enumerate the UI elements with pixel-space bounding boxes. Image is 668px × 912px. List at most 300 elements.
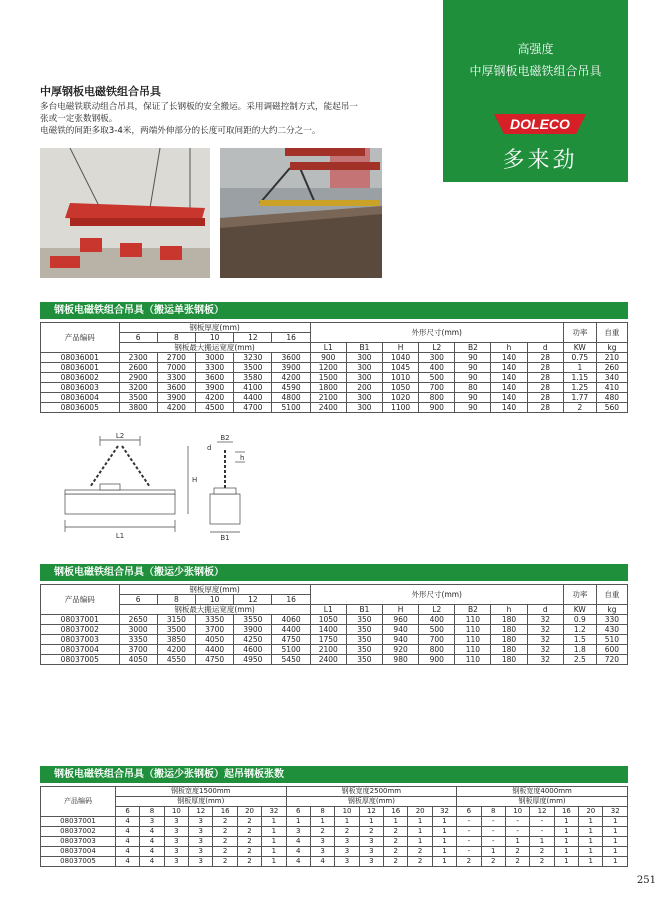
table-cell: 2 [237,817,261,827]
table-cell: 4200 [157,403,195,413]
table-cell: - [481,827,505,837]
table-cell: 4 [140,837,164,847]
table-cell: 2600 [119,363,157,373]
table-cell: 1 [579,827,603,837]
table-row [41,635,628,645]
table-cell: 1 [262,817,286,827]
col-header-thickness: 钢板厚度(mm) [457,797,628,807]
table-cell: 1 [603,847,628,857]
table-cell: 1 [505,837,529,847]
table-cell: 1 [603,857,628,867]
table-cell: - [457,837,481,847]
table-cell: 4200 [157,645,195,655]
product-code-cell: 08037004 [41,645,120,655]
table-cell: 1 [408,837,432,847]
table-cell: 1045 [383,363,419,373]
thickness-col: 10 [196,595,234,605]
table-cell: 350 [346,635,382,645]
table-cell: 3600 [196,373,234,383]
table-cell: 2 [237,837,261,847]
table-cell: 2.5 [563,655,596,665]
table-row [41,353,628,363]
table-cell: 3 [140,817,164,827]
dim-col: B2 [455,605,491,615]
table-cell: 1 [554,817,578,827]
table-cell: 2650 [119,615,157,625]
table-cell: 2 [335,827,359,837]
table-cell: 3 [335,857,359,867]
intro-line: 多台电磁铁联动组合吊具，保证了长钢板的安全搬运。采用调磁控制方式，能起吊一 [40,102,358,112]
table-cell: 4 [115,857,139,867]
table-cell: 28 [527,373,563,383]
table-cell: - [505,827,529,837]
table-cell: 1.2 [563,625,596,635]
col-header-weight: 自重 [596,323,627,343]
table-cell: 2 [384,837,408,847]
thickness-col: 10 [505,807,529,817]
svg-text:L1: L1 [115,532,125,540]
table-cell: 2 [408,857,432,867]
table-cell: 3 [359,857,383,867]
table-cell: 28 [527,353,563,363]
unit-power: KW [563,343,596,353]
table-cell: 1 [481,847,505,857]
table-cell: 1 [563,363,596,373]
table-cell: 1040 [383,353,419,363]
thickness-col: 32 [262,807,286,817]
table-cell: 28 [527,393,563,403]
table-cell: 3350 [196,615,234,625]
table-cell: 5100 [272,403,310,413]
table-cell: 350 [346,645,382,655]
table-cell: 1.5 [563,635,596,645]
intro-line: 电磁铁的间距多取3-4米，两端外伸部分的长度可取间距的大约二分之一。 [40,126,321,136]
thickness-col: 16 [384,807,408,817]
table-cell: 3500 [119,393,157,403]
table-cell: 3350 [119,635,157,645]
table-cell: 1 [579,847,603,857]
table-cell: 1 [335,817,359,827]
dim-col: L2 [419,343,455,353]
table-cell: 4050 [196,635,234,645]
table-cell: 140 [491,393,527,403]
table-cell: 5450 [272,655,310,665]
table-row [41,847,628,857]
table-cell: 3550 [234,615,272,625]
table-cell: - [505,817,529,827]
table-cell: 330 [596,615,627,625]
col-header-dimensions: 外形尺寸(mm) [310,323,563,343]
table-cell: 4250 [234,635,272,645]
product-code-cell: 08037004 [41,847,116,857]
table-cell: 4060 [272,615,310,625]
product-code-cell: 08036001 [41,353,120,363]
svg-text:H: H [192,476,198,484]
table-cell: 1.77 [563,393,596,403]
table-cell: 2400 [310,403,346,413]
table-cell: - [457,827,481,837]
table-cell: 1050 [310,615,346,625]
table-cell: 900 [310,353,346,363]
table-cell: 3600 [272,353,310,363]
table-cell: 180 [491,625,527,635]
table-cell: 2 [505,857,529,867]
thickness-col: 32 [432,807,456,817]
dim-col: L1 [310,605,346,615]
thickness-col: 20 [579,807,603,817]
table-cell: 2100 [310,645,346,655]
table-cell: 700 [419,383,455,393]
table-cell: 300 [419,353,455,363]
table-cell: 140 [491,403,527,413]
table-cell: 1050 [383,383,419,393]
table-cell: 1500 [310,373,346,383]
table-cell: - [481,837,505,847]
table-cell: 4750 [272,635,310,645]
table-cell: 800 [419,393,455,403]
table-cell: 4750 [196,655,234,665]
thickness-col: 12 [359,807,383,817]
product-photo-1 [40,148,210,278]
thickness-col: 20 [408,807,432,817]
table-cell: 2 [457,857,481,867]
table-cell: 3 [189,817,213,827]
table-cell: 940 [383,625,419,635]
table-cell: 3500 [234,363,272,373]
table-cell: 960 [383,615,419,625]
thickness-col: 16 [272,333,310,343]
table-cell: 500 [419,373,455,383]
thickness-col: 12 [234,333,272,343]
table-cell: 1 [359,817,383,827]
table-cell: - [530,817,554,827]
table-cell: 3 [359,837,383,847]
table-cell: 2100 [310,393,346,403]
table-cell: 300 [346,373,382,383]
table-cell: 1 [432,847,456,857]
table-cell: 4950 [234,655,272,665]
dim-col: B2 [455,343,491,353]
intro-line: 张或一定张数钢板。 [40,114,118,124]
thickness-col: 8 [157,333,195,343]
intro-title: 中厚钢板电磁铁组合吊具 [40,85,161,98]
product-code-cell: 08036002 [41,373,120,383]
header-subtitle: 高强度 [517,42,554,56]
table-cell: 110 [455,635,491,645]
table-row [41,625,628,635]
unit-power: KW [563,605,596,615]
table2-title: 钢板电磁铁组合吊具（搬运少张钢板） [40,564,628,581]
table-cell: 3900 [157,393,195,403]
table-cell: 32 [527,615,563,625]
product-code-cell: 08037003 [41,837,116,847]
table-cell: 4200 [196,393,234,403]
thickness-col: 6 [119,333,157,343]
col-header-code: 产品编码 [41,585,120,615]
table-cell: 2900 [119,373,157,383]
table-cell: 1 [579,857,603,867]
table-cell: 1 [554,857,578,867]
col-header-weight: 自重 [596,585,627,605]
table-cell: 32 [527,645,563,655]
table-cell: 900 [419,403,455,413]
table-cell: 2 [237,847,261,857]
table-cell: 4700 [234,403,272,413]
thickness-col: 8 [481,807,505,817]
table-cell: 800 [419,645,455,655]
table-cell: 2 [213,837,237,847]
table-cell: 2700 [157,353,195,363]
table1 [40,322,628,413]
table-cell: 3700 [196,625,234,635]
table-cell: 1 [310,817,334,827]
table-cell: 510 [596,635,627,645]
table-cell: 1020 [383,393,419,403]
table-cell: 90 [455,373,491,383]
thickness-col: 16 [213,807,237,817]
table-cell: 1 [432,817,456,827]
table-cell: 2400 [310,655,346,665]
table-cell: 3 [164,847,188,857]
table2 [40,584,628,665]
table-cell: 300 [346,363,382,373]
svg-text:DOLECO: DOLECO [510,116,570,132]
table-cell: 110 [455,625,491,635]
product-code-cell: 08037002 [41,625,120,635]
table-cell: 2300 [119,353,157,363]
table-cell: 3150 [157,615,195,625]
table-cell: 3700 [119,645,157,655]
col-header-power: 功率 [563,585,596,605]
table-cell: 300 [346,393,382,403]
thickness-col: 12 [530,807,554,817]
thickness-col: 16 [272,595,310,605]
table-cell: - [457,817,481,827]
doleco-logo [490,108,590,140]
table-cell: 1 [408,827,432,837]
table-cell: 2 [310,827,334,837]
table-cell: 4 [140,827,164,837]
table-cell: 4600 [234,645,272,655]
table-cell: 300 [346,353,382,363]
svg-text:d: d [207,444,212,452]
table3-title: 钢板电磁铁组合吊具（搬运少张钢板）起吊钢板张数 [40,766,628,783]
col-header-power: 功率 [563,323,596,343]
table-cell: 3600 [157,383,195,393]
dim-col: d [527,605,563,615]
table-cell: 1.25 [563,383,596,393]
svg-text:B1: B1 [220,534,230,542]
table-cell: 4 [115,827,139,837]
table-cell: 1 [579,817,603,827]
table-row [41,373,628,383]
table-cell: 2 [384,827,408,837]
table-cell: 4 [115,847,139,857]
product-code-cell: 08037001 [41,615,120,625]
table-cell: 1.8 [563,645,596,655]
table-cell: 210 [596,353,627,363]
table-cell: 2 [384,847,408,857]
table-cell: 4550 [157,655,195,665]
table-cell: 980 [383,655,419,665]
svg-text:h: h [240,454,245,462]
table-cell: 3000 [119,625,157,635]
table-cell: 4 [310,857,334,867]
table-cell: 110 [455,655,491,665]
table-cell: 4 [286,857,310,867]
col-header-width: 钢板最大搬运宽度(mm) [119,605,310,615]
table-cell: 3900 [272,363,310,373]
table-cell: 560 [596,403,627,413]
dim-col: L2 [419,605,455,615]
table-cell: 410 [596,383,627,393]
thickness-col: 10 [196,333,234,343]
dim-col: H [383,605,419,615]
col-header-thickness: 钢板厚度(mm) [119,323,310,333]
table-cell: 90 [455,403,491,413]
product-code-cell: 08036005 [41,403,120,413]
table-cell: 3 [310,847,334,857]
table-cell: 1 [262,847,286,857]
dim-col: H [383,343,419,353]
table-cell: 480 [596,393,627,403]
product-code-cell: 08037005 [41,655,120,665]
product-photo-2 [220,148,382,278]
thickness-col: 12 [234,595,272,605]
thickness-col: 10 [164,807,188,817]
table-cell: 3 [164,817,188,827]
table-cell: 4100 [234,383,272,393]
col-header-code: 产品编码 [41,323,120,353]
group-header: 钢板宽度1500mm [115,787,286,797]
product-code-cell: 08037005 [41,857,116,867]
table-cell: 3300 [157,373,195,383]
table-cell: 1 [554,847,578,857]
table-cell: 3 [359,847,383,857]
col-header-thickness: 钢板厚度(mm) [119,585,310,595]
table-cell: 700 [419,635,455,645]
table-cell: 2 [530,857,554,867]
table-cell: 2 [384,857,408,867]
table-cell: 430 [596,625,627,635]
table-cell: 140 [491,383,527,393]
table-cell: 2 [505,847,529,857]
table-cell: 0.75 [563,353,596,363]
table-cell: 3800 [119,403,157,413]
table-cell: 900 [419,655,455,665]
product-code-cell: 08036004 [41,393,120,403]
table-cell: 3500 [157,625,195,635]
header-title: 中厚钢板电磁铁组合吊具 [469,64,602,78]
col-header-thickness: 钢板厚度(mm) [115,797,286,807]
table-cell: 3850 [157,635,195,645]
table-cell: 2 [530,847,554,857]
table-cell: 2 [359,827,383,837]
table-cell: 32 [527,625,563,635]
table-cell: 2 [237,827,261,837]
col-header-width: 钢板最大搬运宽度(mm) [119,343,310,353]
table-cell: 3300 [196,363,234,373]
table-cell: 4 [115,837,139,847]
table-cell: 1 [432,827,456,837]
table-cell: 3 [164,857,188,867]
thickness-col: 6 [119,595,157,605]
table-cell: 200 [346,383,382,393]
table-cell: 90 [455,393,491,403]
table-row [41,383,628,393]
table-cell: 1 [262,857,286,867]
dim-col: h [491,605,527,615]
table-cell: 90 [455,353,491,363]
dimension-diagram [60,432,250,542]
thickness-col: 32 [603,807,628,817]
product-code-cell: 08036001 [41,363,120,373]
table-row [41,837,628,847]
table-cell: 4800 [272,393,310,403]
table-cell: 1750 [310,635,346,645]
table-cell: 1400 [310,625,346,635]
table-cell: 600 [596,645,627,655]
table-cell: 4500 [196,403,234,413]
intro-text [40,101,410,137]
table-cell: 2 [213,827,237,837]
thickness-col: 6 [457,807,481,817]
table-cell: 140 [491,373,527,383]
table-row [41,363,628,373]
brand-name-cn: 多来劲 [502,148,578,173]
table-cell: 28 [527,383,563,393]
table-cell: 0.9 [563,615,596,625]
table-cell: 180 [491,645,527,655]
table-cell: 3 [164,827,188,837]
group-header: 钢板宽度4000mm [457,787,628,797]
table-cell: 28 [527,363,563,373]
table-cell: 1200 [310,363,346,373]
table-cell: 1 [432,837,456,847]
table-row [41,615,628,625]
table-cell: 32 [527,635,563,645]
dim-col: L1 [310,343,346,353]
product-code-cell: 08037001 [41,817,116,827]
table-cell: 4 [286,847,310,857]
product-code-cell: 08036003 [41,383,120,393]
table-cell: - [481,817,505,827]
table-row [41,645,628,655]
table-cell: 3 [164,837,188,847]
table-row [41,817,628,827]
table-cell: 2 [213,847,237,857]
table-cell: 260 [596,363,627,373]
table-cell: 2 [213,817,237,827]
table-cell: 400 [419,615,455,625]
table-cell: 1 [262,837,286,847]
table-cell: 4590 [272,383,310,393]
thickness-col: 6 [286,807,310,817]
col-header-dimensions: 外形尺寸(mm) [310,585,563,605]
table-cell: 1 [579,837,603,847]
table-cell: 350 [346,625,382,635]
table1-title: 钢板电磁铁组合吊具（搬运单张钢板） [40,302,628,319]
dim-col: B1 [346,343,382,353]
table-cell: 350 [346,655,382,665]
table-cell: 3 [189,837,213,847]
table-cell: 180 [491,655,527,665]
table-cell: 340 [596,373,627,383]
table-cell: 4400 [234,393,272,403]
table-cell: 3 [189,857,213,867]
table-row [41,393,628,403]
group-header: 钢板宽度2500mm [286,787,457,797]
